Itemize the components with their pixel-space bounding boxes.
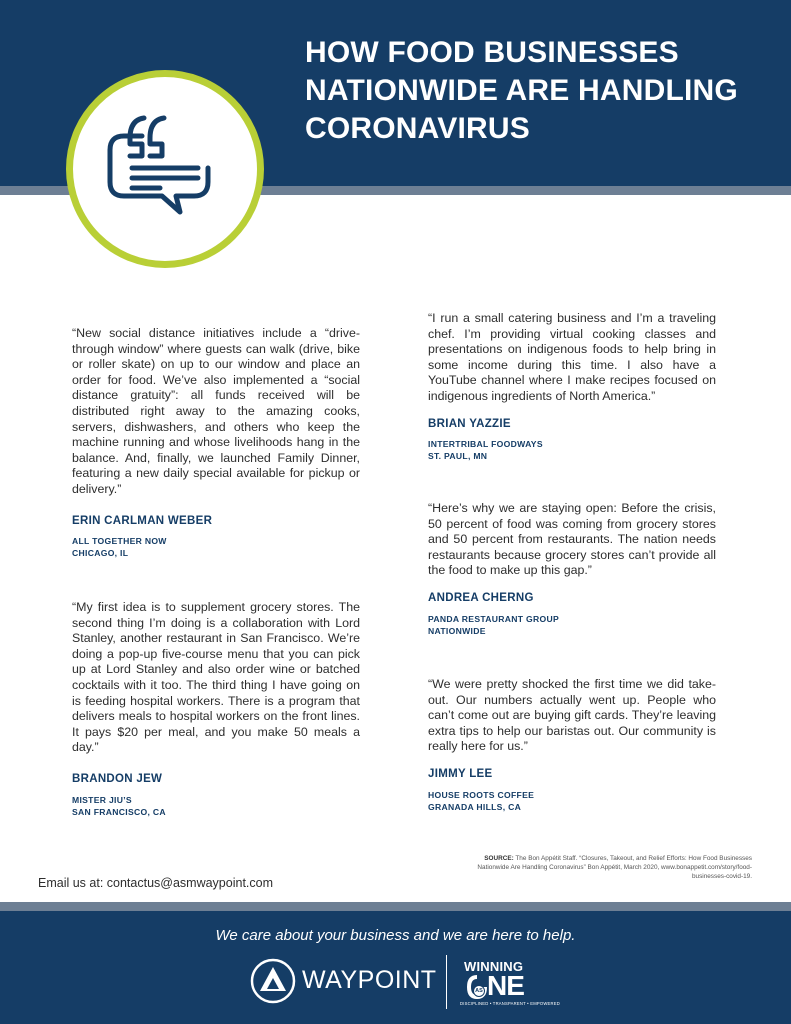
source-label: SOURCE: [484, 855, 514, 862]
testimonial-quote [428, 501, 716, 637]
quote-text: “Here’s why we are staying open: Before the crisis, 50 percent of food was coming from grocery stores and 50 percent from restaurants. The nation needs restaurants because grocery stores can’t provide all the food to make up this gap.” [428, 501, 716, 578]
quote-author-location: ST. PAUL, MN [428, 451, 488, 462]
testimonial-quote [428, 311, 716, 462]
quote-author-name: ERIN CARLMAN WEBER [72, 514, 213, 527]
quote-author-name: BRANDON JEW [72, 772, 163, 785]
testimonial-quote [428, 677, 716, 813]
quote-author-name: JIMMY LEE [428, 767, 493, 780]
speech-bubble-quote-icon [102, 108, 222, 228]
testimonial-quote [72, 600, 360, 818]
winning-logo-subtitle: DISCIPLINED • TRANSPARENT • EMPOWERED [460, 1001, 560, 1006]
footer-accent-strip [0, 902, 791, 911]
source-text: The Bon Appétit Staff. “Closures, Takeout, and Relief Efforts: How Food Businesses Nationwide Are Handling Coronavirus” Bon Appétit, March 2020, www.bonappetit.com/story/food-businesses-covid-19. [477, 855, 752, 880]
winning-logo-top: WINNING [464, 959, 524, 974]
winning-logo-ne: NE [487, 970, 524, 1001]
page-title: HOW FOOD BUSINESSES NATIONWIDE ARE HANDLING CORONAVIRUS [305, 36, 738, 145]
quote-text: “My first idea is to supplement grocery stores. The second thing I’m doing is a collaboration with Lord Stanley, another restaurant in San Francisco. We’re doing a pop-up five-course menu that you can pick up at Lord Stanley and also order wine or batched cocktails with it too. The third thing I have going on is feeding hospital workers. There is a program that delivers meals to hospital workers on the front lines. It pays $20 per meal, and you make 50 meals a day.” [72, 600, 360, 755]
quote-author-organization: ALL TOGETHER NOW [72, 536, 167, 547]
quote-author-location: SAN FRANCISCO, CA [72, 806, 166, 817]
winning-logo-as-badge: AS [473, 985, 485, 997]
source-citation [470, 855, 752, 881]
quote-author-location: GRANADA HILLS, CA [428, 801, 522, 812]
quote-author-organization: MISTER JIU’S [72, 794, 132, 805]
quote-author-organization: PANDA RESTAURANT GROUP [428, 613, 560, 624]
waypoint-logo-icon [250, 958, 296, 1004]
footer-tagline: We care about your business and we are here to help. [215, 927, 576, 944]
testimonial-quote [72, 326, 360, 559]
quote-author-name: BRIAN YAZZIE [428, 417, 511, 430]
contact-email[interactable]: Email us at: contactus@asmwaypoint.com [38, 876, 274, 890]
quote-text: “I run a small catering business and I’m a traveling chef. I’m providing virtual cooking classes and presentations on indigenous foods to help bring in some income during this time. I also have a YouTube channel where I make recipes focused on indigenous ingredients of North America.” [428, 311, 716, 403]
quote-text: “We were pretty shocked the first time we did take-out. Our numbers actually went up. People who can’t come out are buying gift cards. They’re leaving extra tips to help our baristas out. Our community is really here for us.” [428, 677, 716, 754]
quote-author-organization: INTERTRIBAL FOODWAYS [428, 439, 543, 450]
quote-author-name: ANDREA CHERNG [428, 591, 534, 604]
logo-divider [446, 955, 447, 1009]
quote-author-location: NATIONWIDE [428, 625, 486, 636]
quote-text: “New social distance initiatives include a “drive-through window” where guests can walk (drive, bike or roller skate) on up to our window and place an order for food. We’ve also implemented a “social distance gratuity”: all funds received will be distributed right away to the amazing cooks, servers, dishwashers, and others who keep the machine running and whose livelihoods hang in the balance. And, finally, we launched Family Dinner, featuring a new daily special available for pickup or delivery.” [72, 326, 360, 496]
quote-author-organization: HOUSE ROOTS COFFEE [428, 789, 535, 800]
waypoint-brand-name: WAYPOINT [302, 966, 437, 994]
quote-author-location: CHICAGO, IL [72, 548, 129, 559]
